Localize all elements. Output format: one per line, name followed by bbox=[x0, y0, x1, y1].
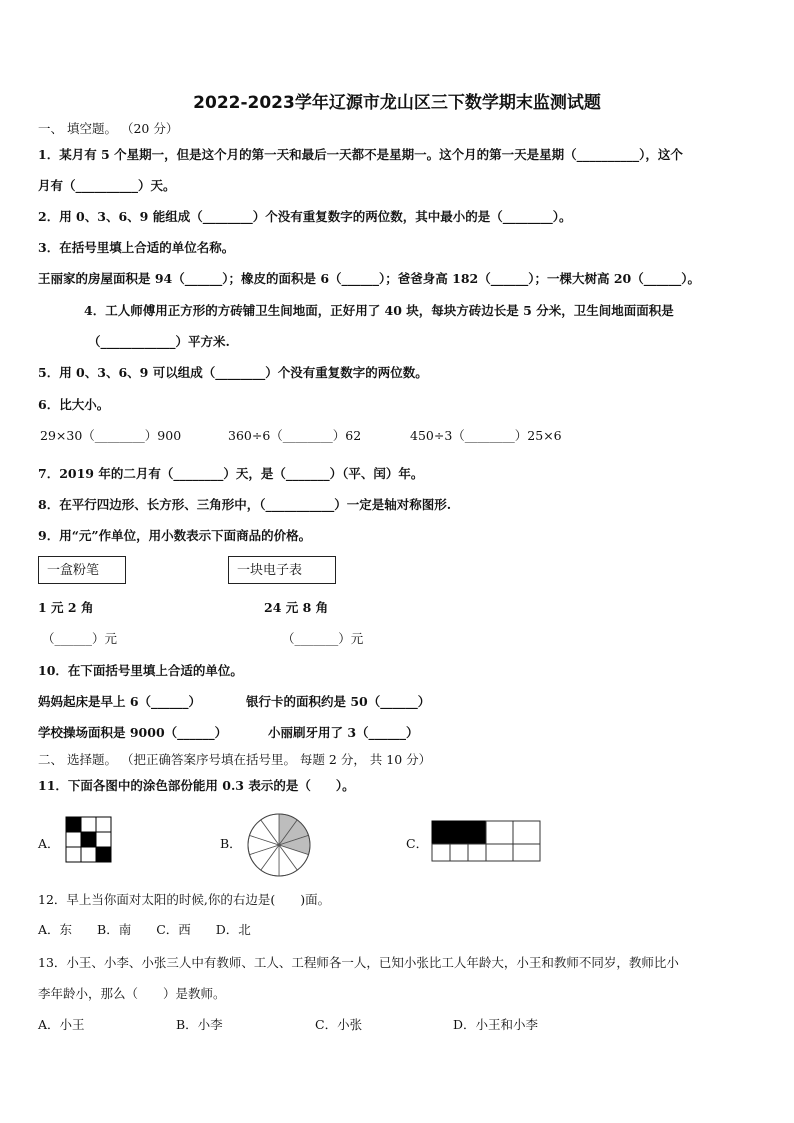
question-3-line-1: 3．在括号里填上合适的单位名称。 bbox=[38, 240, 235, 255]
question-13-option-d: D．小王和小李 bbox=[453, 1017, 539, 1032]
question-3-line-2: 王丽家的房屋面积是 94（______）；橡皮的面积是 6（______）；爸爸身高 182（______）；一棵大树高 20（______）。 bbox=[38, 271, 700, 286]
question-10-d: 小丽刷牙用了 3（______） bbox=[268, 725, 419, 740]
question-4-line-2: （____________）平方米. bbox=[88, 334, 230, 349]
question-11-line-1: 11．下面各图中的涂色部份能用 0.3 表示的是（ ）。 bbox=[38, 778, 355, 793]
question-13-line-1: 13．小王、小李、小张三人中有教师、工人、工程师各一人，已知小张比工人年龄大，小王和教师不同岁，教师比小 bbox=[38, 955, 679, 970]
chalk-price: 1 元 2 角 bbox=[38, 600, 94, 615]
question-1-line-2: 月有（__________）天。 bbox=[38, 178, 176, 193]
option-a-label: A． bbox=[38, 836, 60, 851]
question-10-b: 银行卡的面积约是 50（______） bbox=[246, 694, 431, 709]
question-8: 8．在平行四边形、长方形、三角形中，（___________）一定是轴对称图形. bbox=[38, 497, 452, 512]
question-2: 2．用 0、3、6、9 能组成（________）个没有重复数字的两位数，其中最小的是（________）。 bbox=[38, 209, 572, 224]
section-2-header: 二、 选择题。 （把正确答案序号填在括号里。 每题 2 分， 共 10 分） bbox=[38, 752, 432, 767]
section-1-header: 一、 填空题。 （20 分） bbox=[38, 121, 179, 136]
question-10-line-1: 10．在下面括号里填上合适的单位。 bbox=[38, 663, 243, 678]
question-6-line-1: 6．比大小。 bbox=[38, 397, 110, 412]
question-13-option-a: A．小王 bbox=[38, 1017, 85, 1032]
question-7: 7．2019 年的二月有（________）天，是（_______）（平、闰）年。 bbox=[38, 466, 424, 481]
circle-figure-b bbox=[246, 812, 312, 878]
question-10-a: 妈妈起床是早上 6（______） bbox=[38, 694, 202, 709]
question-4-line-1: 4．工人师傅用正方形的方砖铺卫生间地面，正好用了 40 块，每块方砖边长是 5 分米，卫生间地面面积是 bbox=[84, 303, 674, 318]
question-5: 5．用 0、3、6、9 可以组成（________）个没有重复数字的两位数。 bbox=[38, 365, 428, 380]
question-12-options: A．东 B．南 C．西 D．北 bbox=[38, 922, 251, 937]
question-6-item-3: 450÷3（________）25×6 bbox=[410, 428, 562, 443]
question-13-line-2: 李年龄小，那么（ ）是教师。 bbox=[38, 986, 226, 1001]
watch-answer-blank: （_______）元 bbox=[282, 631, 364, 646]
chalk-answer-blank: （______）元 bbox=[42, 631, 118, 646]
question-6-item-1: 29×30（________）900 bbox=[40, 428, 182, 443]
watch-price: 24 元 8 角 bbox=[264, 600, 329, 615]
page-title: 2022-2023学年辽源市龙山区三下数学期末监测试题 bbox=[193, 93, 601, 113]
question-12-line-1: 12．早上当你面对太阳的时候,你的右边是( )面。 bbox=[38, 892, 331, 907]
product-box-watch: 一块电子表 bbox=[228, 556, 336, 584]
question-1-line-1: 1．某月有 5 个星期一，但是这个月的第一天和最后一天都不是星期一。这个月的第一天是星期（__________），这个 bbox=[38, 147, 683, 162]
question-13-option-b: B．小李 bbox=[176, 1017, 223, 1032]
question-9-line-1: 9．用“元”作单位，用小数表示下面商品的价格。 bbox=[38, 528, 312, 543]
option-b-label: B． bbox=[220, 836, 242, 851]
question-6-item-2: 360÷6（________）62 bbox=[228, 428, 362, 443]
option-c-label: C． bbox=[406, 836, 429, 851]
question-10-c: 学校操场面积是 9000（______） bbox=[38, 725, 228, 740]
question-13-option-c: C．小张 bbox=[315, 1017, 363, 1032]
product-box-chalk: 一盒粉笔 bbox=[38, 556, 126, 584]
grid-figure-a bbox=[65, 816, 113, 864]
bar-figure-c bbox=[431, 820, 543, 864]
